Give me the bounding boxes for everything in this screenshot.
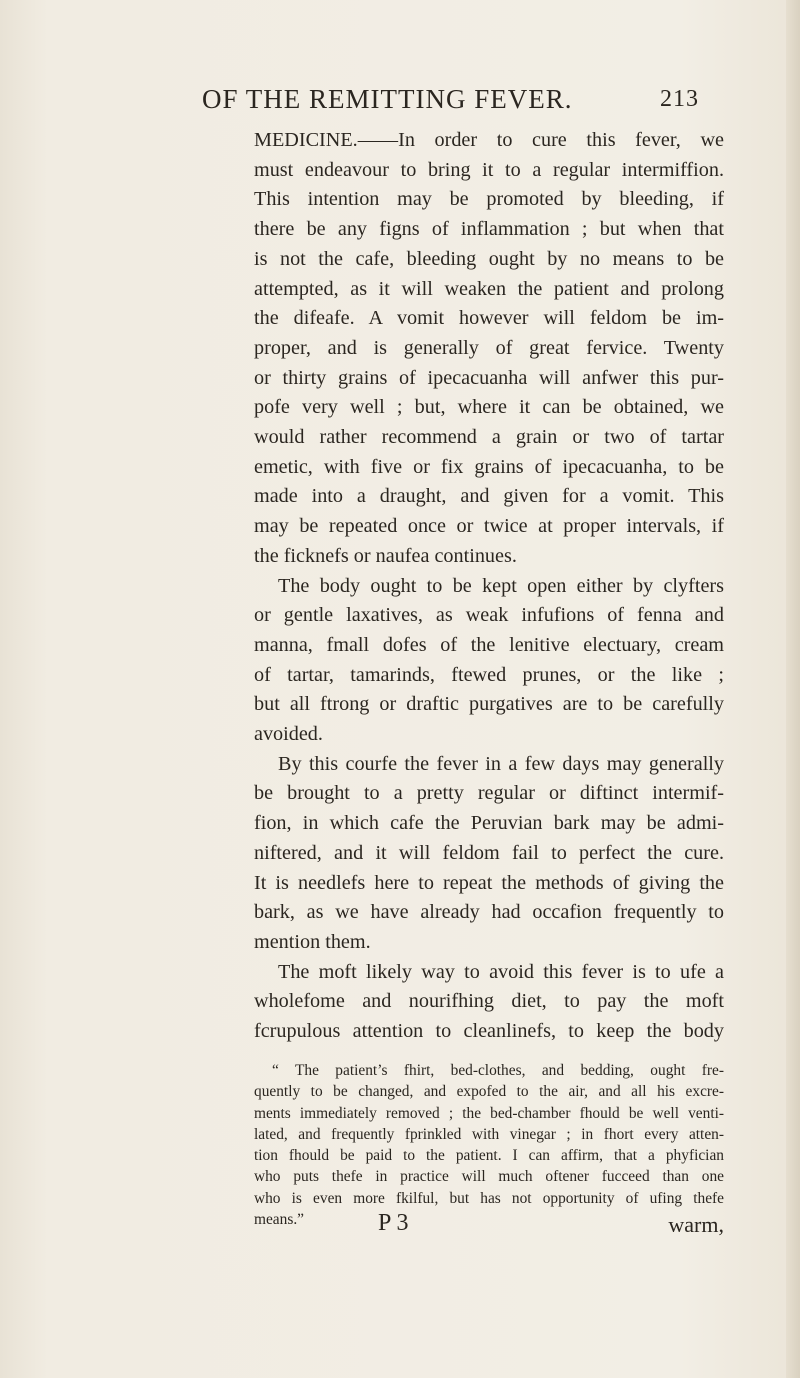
page-binding-edge: [786, 0, 800, 1378]
text-line: avoided.: [254, 723, 323, 746]
text-line: or gentle laxatives, as weak infufions of fenna and: [254, 604, 724, 627]
text-line: the difeafe. A vomit however will feldom be im-: [254, 307, 724, 330]
text-line: would rather recommend a grain or two of tartar: [254, 426, 724, 449]
text-line: manna, fmall dofes of the lenitive electuary, cream: [254, 633, 724, 656]
text-line: mention them.: [254, 930, 371, 953]
page-number: 213: [660, 86, 699, 112]
text-line: By this courfe the fever in a few days may generally: [278, 752, 724, 775]
text-line: or thirty grains of ipecacuanha will anfwer this pur-: [254, 366, 724, 389]
text-line: emetic, with five or fix grains of ipecacuanha, to be: [254, 455, 724, 478]
body-text: [254, 126, 724, 1047]
text-line: may be repeated once or twice at proper intervals, if: [254, 515, 724, 538]
text-line: fion, in which cafe the Peruvian bark may be admi-: [254, 812, 724, 835]
footnote-line: tion fhould be paid to the patient. I can affirm, that a phyfician: [254, 1147, 724, 1165]
text-line: niftered, and it will feldom fail to perfect the cure.: [254, 841, 724, 864]
text-line: made into a draught, and given for a vomit. This: [254, 485, 724, 508]
text-line: attempted, as it will weaken the patient and prolong: [254, 277, 724, 300]
footnote-line: who puts thefe in practice will much oftener fucceed than one: [254, 1168, 724, 1186]
footnote: [254, 1060, 724, 1230]
text-line: The body ought to be kept open either by clyfters: [278, 574, 724, 597]
text-line: of tartar, tamarinds, ftewed prunes, or the like ;: [254, 663, 724, 686]
text-line: there be any figns of inflammation ; but when that: [254, 218, 724, 241]
signature-mark: P 3: [378, 1210, 409, 1236]
text-line: It is needlefs here to repeat the methods of giving the: [254, 871, 724, 894]
text-line: The moft likely way to avoid this fever is to ufe a: [278, 960, 724, 983]
footnote-line: lated, and frequently fprinkled with vinegar ; in fhort every atten-: [254, 1125, 724, 1143]
text-line: the ficknefs or naufea continues.: [254, 544, 517, 567]
text-line: wholefome and nourifhing diet, to pay the moft: [254, 990, 724, 1013]
running-head: OF THE REMITTING FEVER.: [202, 84, 573, 114]
text-line: pofe very well ; but, where it can be obtained, we: [254, 396, 724, 419]
text-line: is not the cafe, bleeding ought by no means to be: [254, 247, 724, 270]
footnote-line: “ The patient’s fhirt, bed-clothes, and bedding, ought fre-: [272, 1062, 724, 1079]
catchword: warm,: [668, 1212, 724, 1237]
text-line: be brought to a pretty regular or diftinct intermif-: [254, 782, 724, 805]
text-line: This intention may be promoted by bleeding, if: [254, 188, 724, 211]
text-line: must endeavour to bring it to a regular intermiffion.: [254, 158, 724, 181]
text-line: but all ftrong or draftic purgatives are to be carefully: [254, 693, 724, 716]
text-line: fcrupulous attention to cleanlinefs, to keep the body: [254, 1020, 724, 1043]
text-line: MEDICINE.——In order to cure this fever, we: [254, 129, 724, 151]
footnote-line: who is even more fkilful, but has not opportunity of ufing thefe: [254, 1189, 724, 1207]
footnote-line: quently to be changed, and expofed to the air, and all his excre-: [254, 1083, 724, 1101]
footnote-line: means.”: [254, 1211, 304, 1229]
footnote-line: ments immediately removed ; the bed-chamber fhould be well venti-: [254, 1104, 724, 1122]
page-footer: [254, 1210, 724, 1242]
page-header: [202, 84, 722, 116]
text-line: proper, and is generally of great fervice. Twenty: [254, 336, 724, 359]
text-line: bark, as we have already had occafion frequently to: [254, 901, 724, 924]
